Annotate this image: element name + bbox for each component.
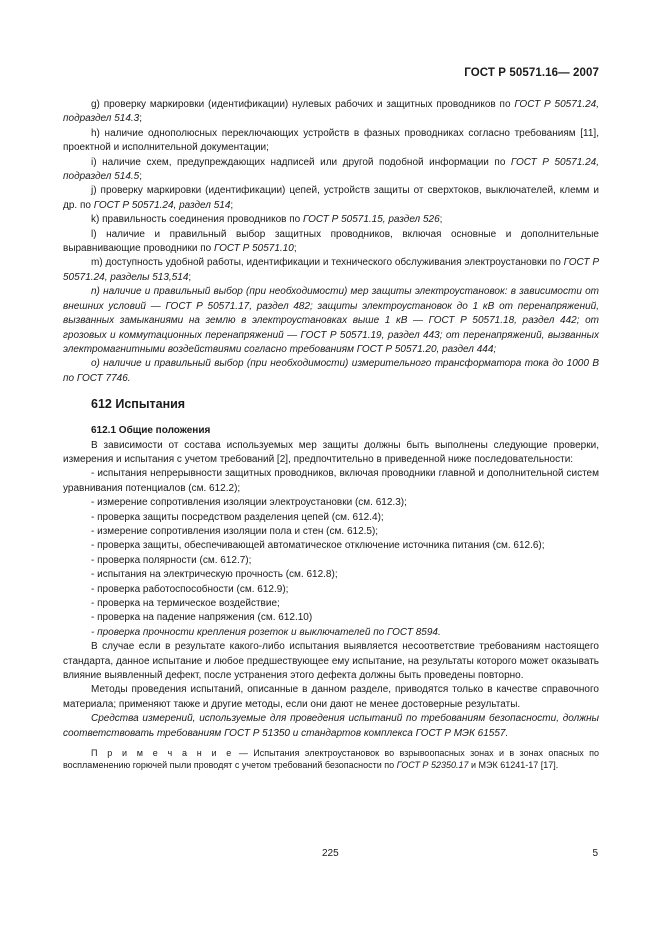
list-item-tail: ; — [139, 171, 143, 183]
note-block — [63, 747, 599, 772]
note-label: П р и м е ч а н и е — [91, 748, 234, 759]
paragraph-defect: В случае если в результате какого-либо испытания выявляется несоответствие требованиям настоящего стандарта, данное испытание и любое предшествующее ему испытание, на результаты которого может оказывать влияние выявленный дефект, после устранения этого дефекта должны быть проведены повторно. — [63, 641, 599, 682]
list-item — [63, 127, 599, 156]
test-item: - измерение сопротивления изоляции электроустановки (см. 612.3); — [91, 497, 407, 509]
list-item — [63, 184, 599, 213]
list-item-text: j) проверку маркировки (идентификации) цепей, устройств защиты от сверхтоков, выключателей, клемм и др. по — [63, 185, 599, 211]
document-body — [63, 98, 599, 772]
paragraph-methods: Методы проведения испытаний, описанные в данном разделе, приводятся только в качестве справочного материала; применяют также и другие методы, если они дают не менее достоверные результаты. — [63, 684, 599, 710]
note-text-a: — Испытания электроустановок во взрывоопасных зонах и в зонах опасных по воспламенению горючей пыли проводят с учетом требований безопасности по — [63, 748, 599, 771]
list-item-reference: ГОСТ Р 50571.15, раздел 526 — [302, 214, 440, 226]
list-item-reference: ГОСТ Р 50571.10 — [213, 243, 294, 255]
section-title: 612 Испытания — [91, 397, 186, 412]
note-text-italic: ГОСТ Р 52350.17 — [396, 760, 469, 771]
requirements-list — [63, 98, 599, 285]
list-item-n: n) наличие и правильный выбор (при необходимости) мер защиты электроустановок: в зависимости от внешних условий — ГОСТ Р 50571.17, раздел 482; защиты электроустановок до 1 кВ от перенапряжений, вызванных замыканиями на землю в электроустановках выше 1 кВ — ГОСТ Р 50571.18, раздел 442; от грозовых и коммутационных перенапряжений — ГОСТ Р 50571.19, раздел 443; от перенапряжений, вызванных электромагнитными воздействиями согласно требованиям ГОСТ Р 50571.20, раздел 444; — [63, 286, 599, 355]
list-item-text: g) проверку маркировки (идентификации) нулевых рабочих и защитных проводников по — [91, 99, 515, 110]
page-number-center: 225 — [322, 848, 339, 859]
list-item-reference: ГОСТ Р 50571.24, разделы 513,514 — [63, 257, 599, 283]
list-item-text: h) наличие однополюсных переключающих устройств в фазных проводниках согласно требованиям [11], проектной и исполнительной документации; — [63, 127, 599, 154]
list-item-tail: ; — [139, 113, 143, 125]
test-item: - испытания на электрическую прочность (см. 612.8); — [91, 569, 338, 581]
list-item-tail: ; — [293, 243, 297, 255]
page-number-right: 5 — [592, 848, 598, 859]
test-item: - проверка защиты посредством разделения цепей (см. 612.4); — [91, 511, 384, 523]
list-item — [63, 98, 599, 127]
test-item: - проверка работоспособности (см. 612.9); — [91, 583, 289, 595]
list-item-text: m) доступность удобной работы, идентификации и технического обслуживания электроустановки по — [91, 257, 564, 269]
subsection-title: 612.1 Общие положения — [91, 425, 211, 437]
test-item: - испытания непрерывности защитных проводников, включая проводники главной и дополнительной систем уравнивания потенциалов (см. 612.2); — [63, 468, 599, 494]
paragraph-measurement-means: Средства измерений, используемые для проведения испытаний по требованиям безопасности, должны соответствовать требованиям ГОСТ Р 51350 и стандартов комплекса ГОСТ Р МЭК 61557. — [63, 713, 599, 739]
list-item-reference: ГОСТ Р 50571.24, раздел 514 — [93, 199, 231, 211]
list-item-reference: ГОСТ Р 50571.24, подраздел 514.5 — [63, 156, 599, 183]
list-item-tail: ; — [439, 214, 443, 226]
list-item-text: k) правильность соединения проводников по — [91, 214, 303, 226]
intro-paragraph: В зависимости от состава используемых мер защиты должны быть выполнены следующие проверки, измерения и испытания с учетом требований [2], предпочтительно в приведенной ниже последовательности: — [63, 439, 599, 465]
test-item: - проверка на термическое воздействие; — [91, 598, 280, 609]
list-item — [63, 228, 599, 257]
list-item — [63, 213, 599, 227]
list-item-tail: ; — [230, 199, 234, 211]
test-item: - проверка защиты, обеспечивающей автоматическое отключение источника питания (см. 612.6); — [91, 540, 545, 552]
test-item: - проверка на падение напряжения (см. 612.10) — [91, 612, 313, 624]
test-item-last: - проверка прочности крепления розеток и выключателей по ГОСТ 8594. — [91, 626, 441, 638]
test-item: - проверка полярности (см. 612.7); — [91, 554, 252, 566]
tests-list — [63, 467, 599, 625]
test-item: - измерение сопротивления изоляции пола и стен (см. 612.5); — [91, 525, 379, 537]
note-text-b: и МЭК 61241-17 [17]. — [468, 760, 559, 771]
list-item — [63, 156, 599, 185]
list-item-text: i) наличие схем, предупреждающих надписей или другой подобной информации по — [91, 156, 511, 168]
list-item-text: l) наличие и правильный выбор защитных проводников, включая основные и дополнительные выравнивающие проводники по — [63, 228, 599, 255]
list-item-reference: ГОСТ Р 50571.24, подраздел 514.3 — [63, 99, 599, 125]
list-item — [63, 256, 599, 285]
document-code-header: ГОСТ Р 50571.16— 2007 — [464, 67, 599, 79]
list-item-tail: ; — [188, 271, 192, 283]
list-item-o: o) наличие и правильный выбор (при необходимости) измерительного трансформатора тока до 1000 В по ГОСТ 7746. — [63, 358, 599, 384]
